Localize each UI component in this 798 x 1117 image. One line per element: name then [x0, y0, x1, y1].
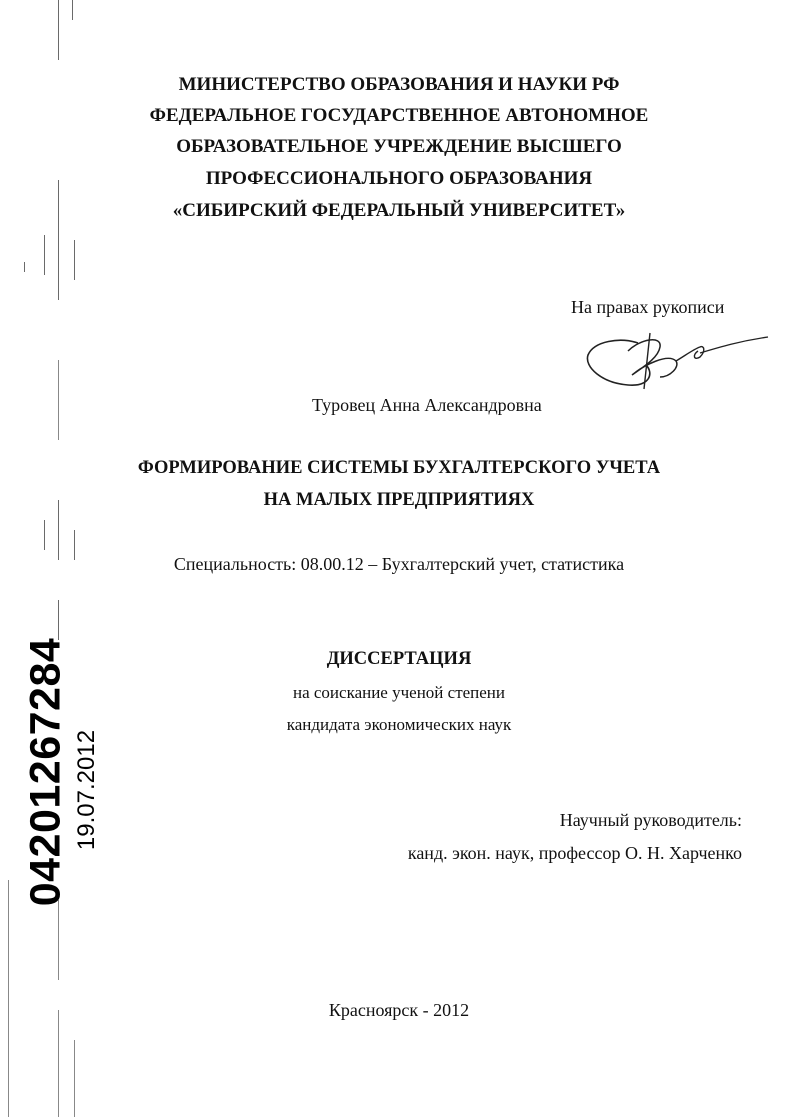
dissertation-title-line-2: НА МАЛЫХ ПРЕДПРИЯТИЯХ: [263, 490, 535, 510]
degree-line-2: кандидата экономических наук: [286, 715, 512, 734]
institution-line-4: ПРОФЕССИОНАЛЬНОГО ОБРАЗОВАНИЯ: [205, 168, 593, 189]
institution-line-1: МИНИСТЕРСТВО ОБРАЗОВАНИЯ И НАУКИ РФ: [178, 74, 620, 95]
manuscript-rights-label: На правах рукописи: [571, 297, 725, 317]
supervisor-label: Научный руководитель:: [559, 810, 742, 830]
institution-line-5: «СИБИРСКИЙ ФЕДЕРАЛЬНЫЙ УНИВЕРСИТЕТ»: [172, 200, 626, 221]
institution-line-3: ОБРАЗОВАТЕЛЬНОЕ УЧРЕЖДЕНИЕ ВЫСШЕГО: [176, 136, 622, 157]
library-stamp-number: 04201267284: [21, 637, 70, 907]
signature-image: [580, 325, 770, 397]
library-stamp-date: 19.07.2012: [73, 729, 100, 851]
supervisor-name: канд. экон. наук, профессор О. Н. Харченко: [407, 843, 742, 863]
author-name: Туровец Анна Александровна: [312, 395, 542, 415]
dissertation-title-line-1: ФОРМИРОВАНИЕ СИСТЕМЫ БУХГАЛТЕРСКОГО УЧЕТА: [137, 458, 661, 478]
place-year: Красноярск - 2012: [328, 1000, 470, 1020]
dissertation-heading: ДИССЕРТАЦИЯ: [326, 649, 472, 669]
degree-line-1: на соискание ученой степени: [292, 683, 506, 702]
institution-line-2: ФЕДЕРАЛЬНОЕ ГОСУДАРСТВЕННОЕ АВТОНОМНОЕ: [149, 105, 649, 126]
specialty: Специальность: 08.00.12 – Бухгалтерский учет, статистика: [173, 554, 625, 574]
